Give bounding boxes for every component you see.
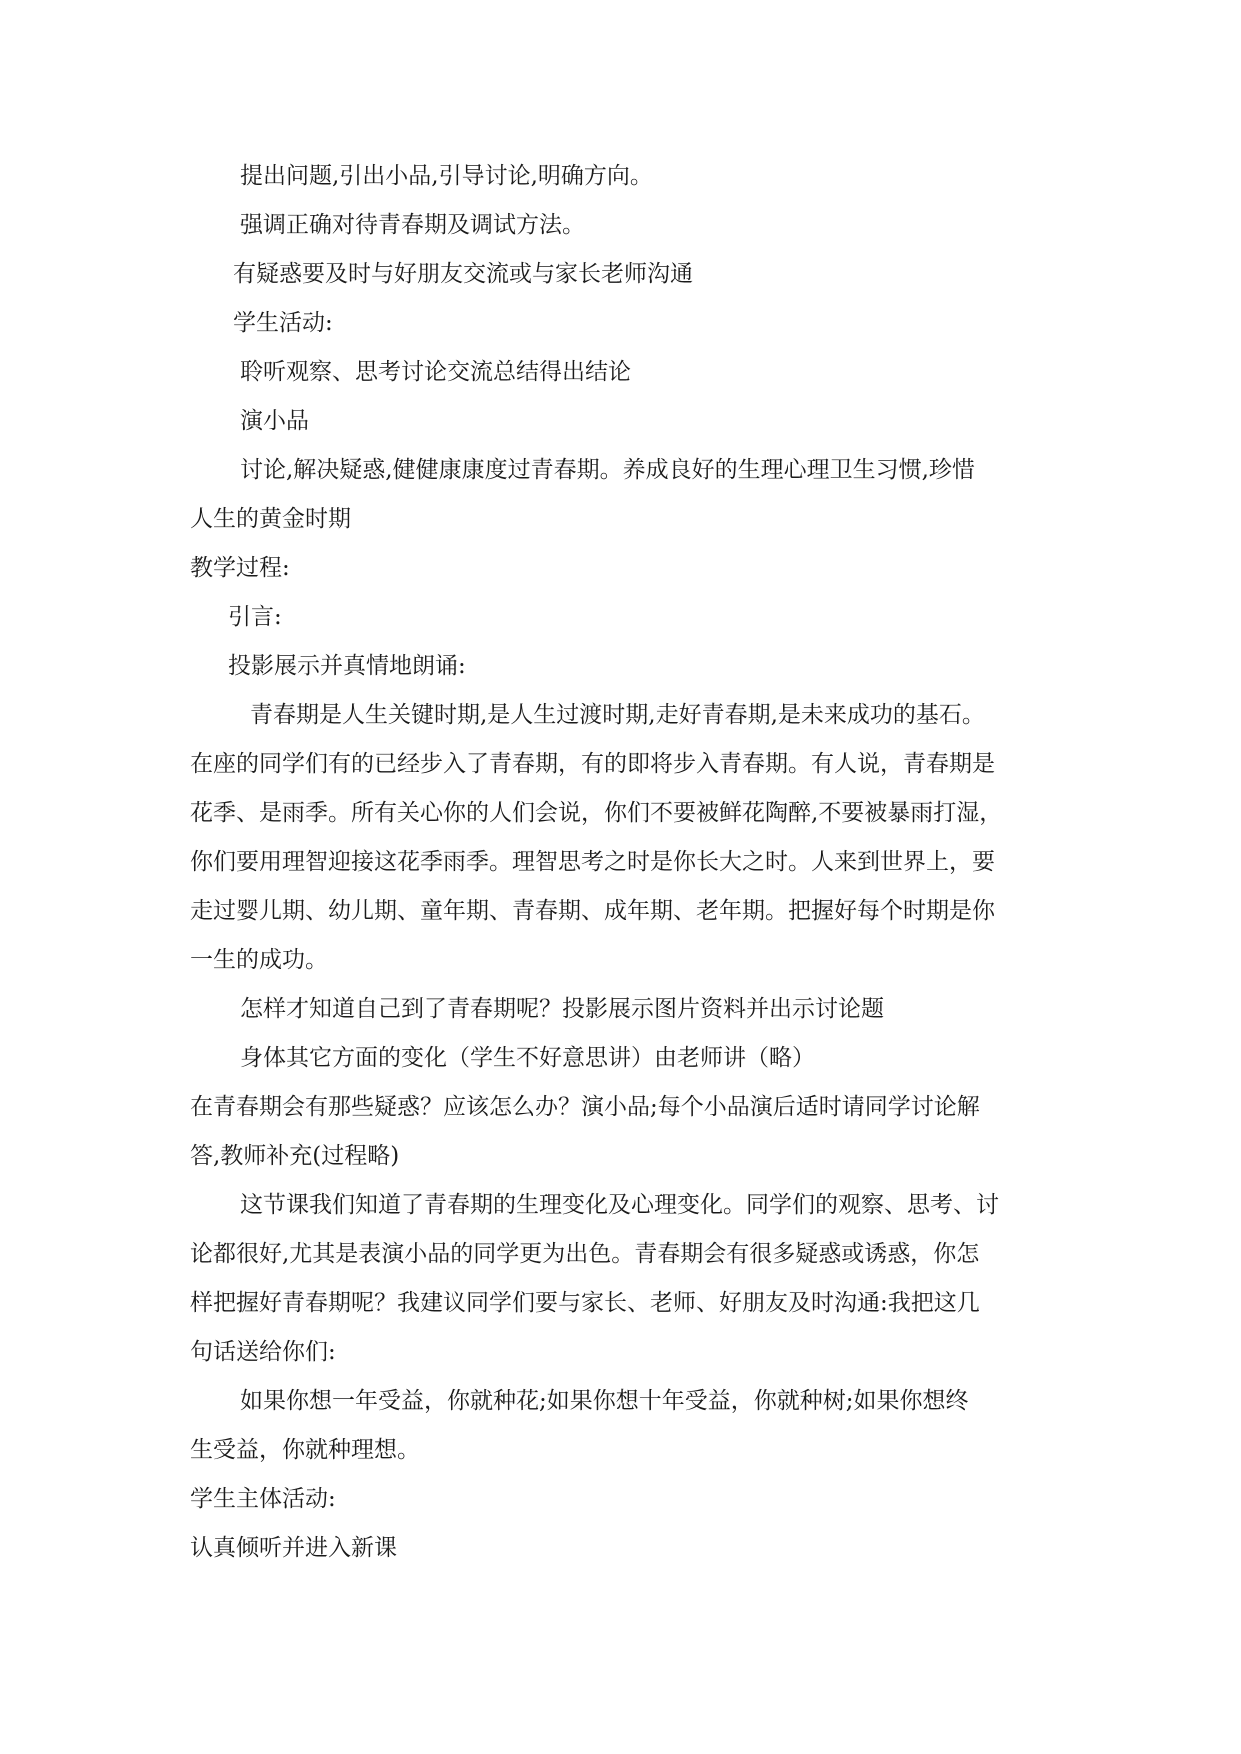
text-line: 样把握好青春期呢？我建议同学们要与家长、老师、好朋友及时沟通:我把这几	[190, 1290, 980, 1316]
text-line: 认真倾听并进入新课	[190, 1535, 397, 1561]
text-line: 学生活动:	[233, 310, 333, 336]
text-line: 论都很好,尤其是表演小品的同学更为出色。青春期会有很多疑惑或诱惑，你怎	[190, 1241, 980, 1267]
text-line: 提出问题,引出小品,引导讨论,明确方向。	[240, 163, 653, 189]
text-line: 讨论,解决疑惑,健健康康度过青春期。养成良好的生理心理卫生习惯,珍惜	[240, 457, 975, 483]
text-line: 走过婴儿期、幼儿期、童年期、青春期、成年期、老年期。把握好每个时期是你	[190, 898, 995, 924]
text-line: 人生的黄金时期	[190, 506, 351, 532]
text-line: 这节课我们知道了青春期的生理变化及心理变化。同学们的观察、思考、讨	[240, 1192, 999, 1218]
text-line: 在座的同学们有的已经步入了青春期，有的即将步入青春期。有人说，青春期是	[190, 751, 995, 777]
text-line: 答,教师补充(过程略)	[190, 1143, 400, 1169]
text-line: 一生的成功。	[190, 947, 328, 973]
text-line: 身体其它方面的变化（学生不好意思讲）由老师讲（略）	[240, 1045, 815, 1071]
text-line: 聆听观察、思考讨论交流总结得出结论	[240, 359, 631, 385]
text-line: 投影展示并真情地朗诵:	[228, 653, 466, 679]
text-line: 在青春期会有那些疑惑？应该怎么办？演小品;每个小品演后适时请同学讨论解	[190, 1094, 980, 1120]
text-line: 有疑惑要及时与好朋友交流或与家长老师沟通	[233, 261, 693, 287]
section-heading: 教学过程:	[190, 555, 290, 581]
text-line: 句话送给你们:	[190, 1339, 336, 1365]
text-line: 生受益，你就种理想。	[190, 1437, 420, 1463]
text-line: 强调正确对待青春期及调试方法。	[240, 212, 585, 238]
text-line: 青春期是人生关键时期,是人生过渡时期,走好青春期,是未来成功的基石。	[250, 702, 985, 728]
text-line: 引言:	[228, 604, 282, 630]
text-line: 如果你想一年受益，你就种花;如果你想十年受益，你就种树;如果你想终	[240, 1388, 969, 1414]
text-line: 你们要用理智迎接这花季雨季。理智思考之时是你长大之时。人来到世界上，要	[190, 849, 995, 875]
text-line: 演小品	[240, 408, 309, 434]
section-heading: 学生主体活动:	[190, 1486, 336, 1512]
text-line: 花季、是雨季。所有关心你的人们会说，你们不要被鲜花陶醉,不要被暴雨打湿，	[190, 800, 1003, 826]
text-line: 怎样才知道自己到了青春期呢？投影展示图片资料并出示讨论题	[240, 996, 884, 1022]
